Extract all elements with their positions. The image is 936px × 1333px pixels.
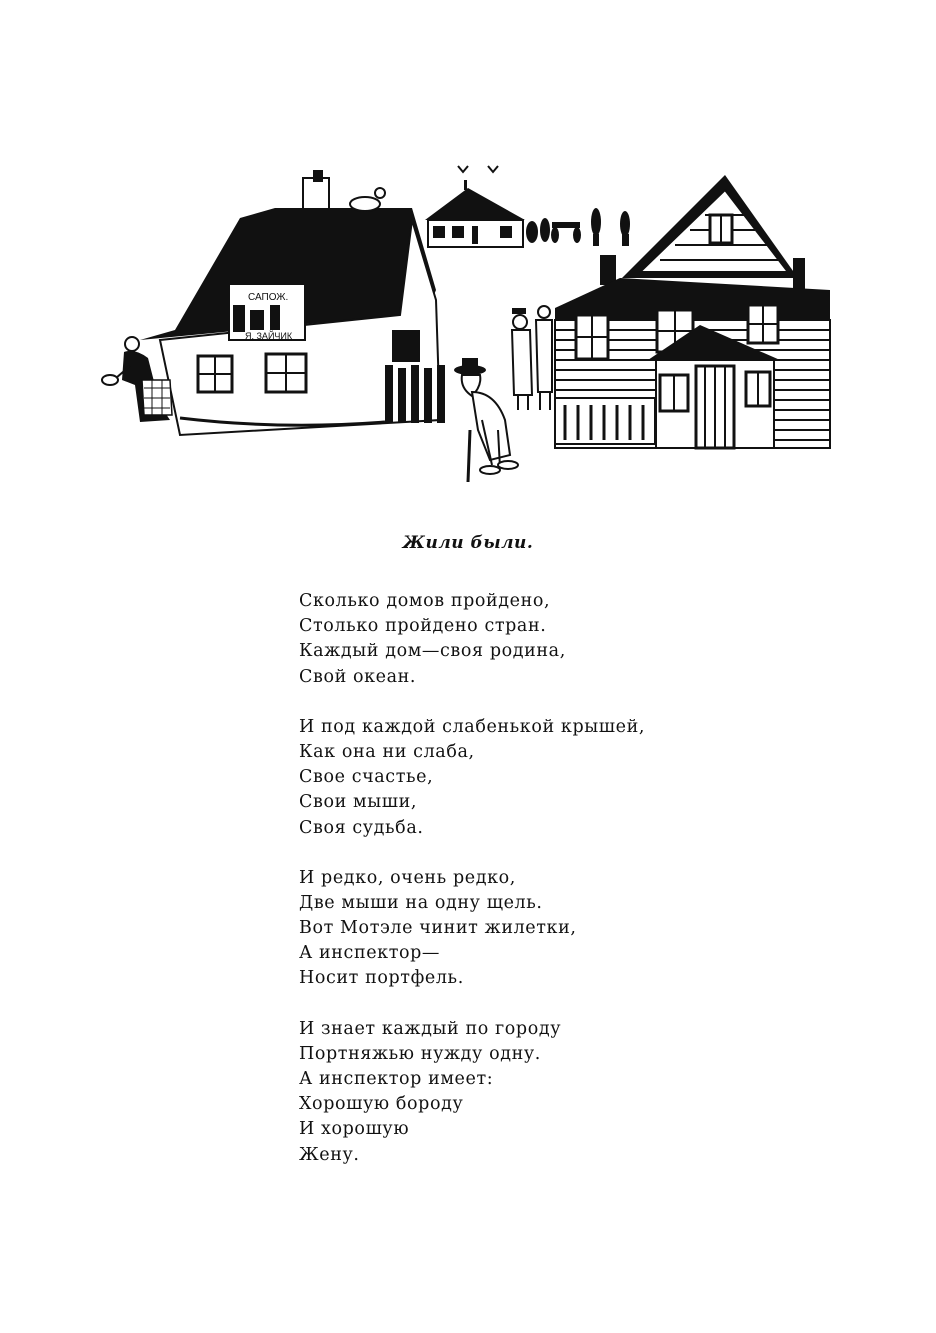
stanza-4 — [299, 1017, 719, 1168]
poem-line: Хорошую бороду — [299, 1094, 464, 1115]
two-men-figures — [512, 306, 552, 410]
poem-line: Две мыши на одну щель. — [299, 892, 543, 913]
poem-line: Жену. — [299, 1144, 360, 1165]
poem-line: Как она ни слаба, — [299, 741, 475, 762]
poem-line: И редко, очень редко, — [299, 867, 516, 888]
poem-line: А инспектор— — [299, 943, 441, 964]
shop-sign-line1: САПОЖ. — [248, 292, 289, 303]
poem-line: И знает каждый по городу — [299, 1018, 562, 1039]
dog — [350, 188, 385, 211]
poem-line: Свое счастье, — [299, 767, 434, 788]
poem-line: А инспектор имеет: — [299, 1069, 494, 1089]
poem-line: Столько пройдено стран. — [299, 616, 547, 637]
shop-sign-line2: Я. ЗАЙЧИК — [245, 331, 293, 341]
poem-title: Жили были. — [402, 533, 534, 553]
poem-line: Носит портфель. — [299, 968, 464, 989]
poem-line: И под каждой слабенькой крышей, — [299, 716, 646, 737]
poem-line: Своя судьба. — [299, 817, 424, 838]
poem-line: Каждый дом—своя родина, — [299, 641, 566, 662]
bird-icon — [488, 166, 498, 172]
poem-line: И хорошую — [299, 1119, 410, 1140]
bird-icon — [458, 166, 468, 172]
poem-line: Свой океан. — [299, 666, 417, 687]
poem-line: Портняжью нужду одну. — [299, 1043, 541, 1064]
poem-line: Свои мыши, — [299, 792, 418, 813]
stanza-2 — [299, 715, 719, 841]
distant-figures — [526, 208, 630, 246]
poem-line: Сколько домов пройдено, — [299, 591, 551, 611]
poem-body — [299, 589, 719, 1193]
stanza-1 — [299, 589, 719, 690]
old-man-figure — [454, 358, 518, 482]
stanza-3 — [299, 866, 719, 992]
shoemaker-house — [140, 170, 445, 435]
village-illustration — [100, 160, 836, 490]
distant-house — [425, 180, 525, 247]
poem-line: Вот Мотэле чинит жилетки, — [299, 918, 577, 939]
